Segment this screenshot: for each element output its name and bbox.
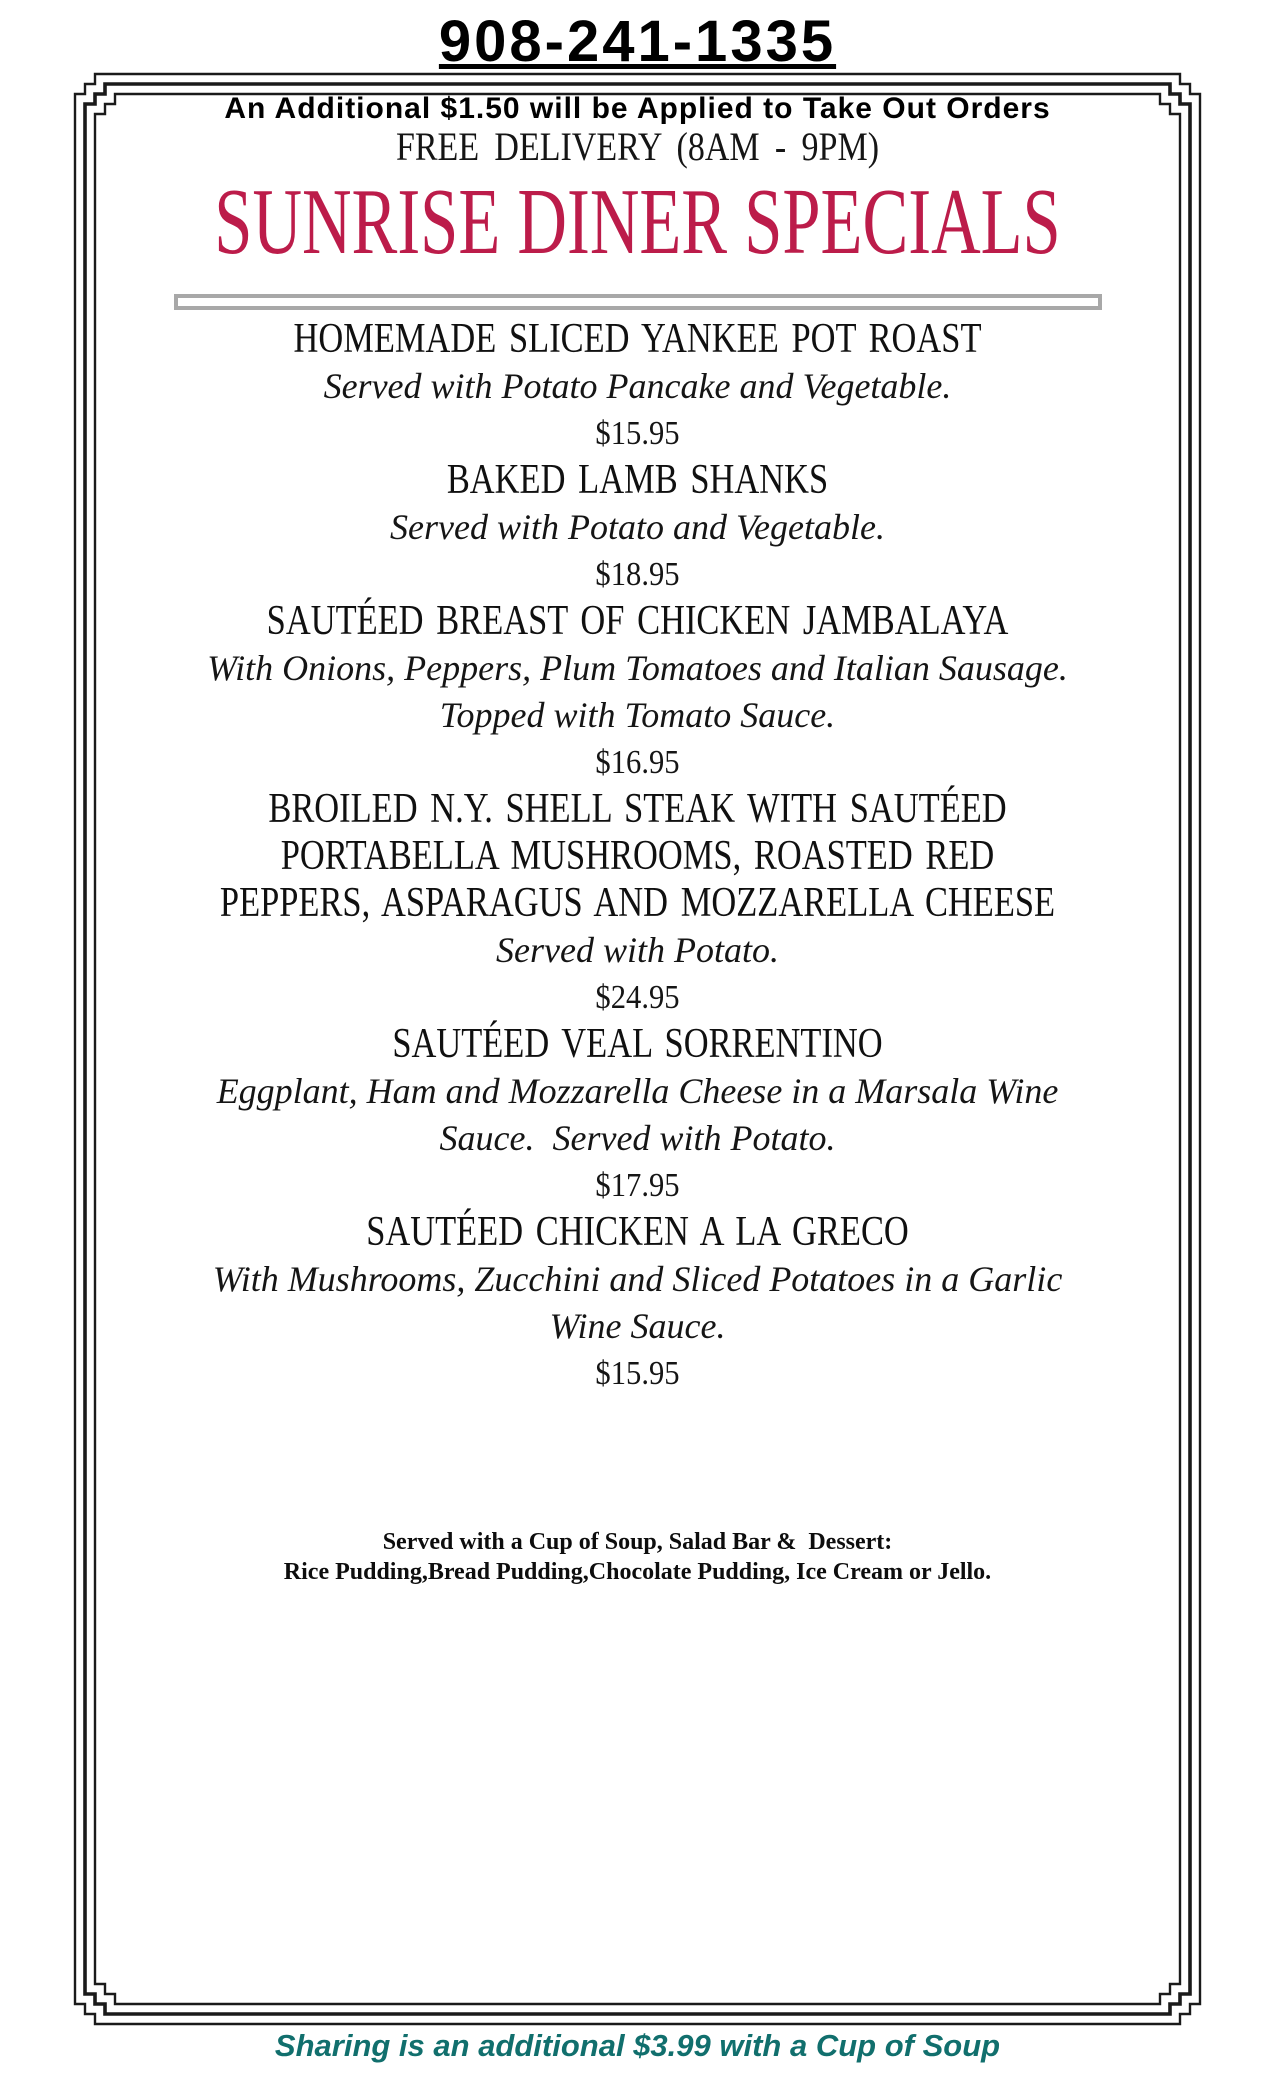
sharing-notice: Sharing is an additional $3.99 with a Cup of Soup xyxy=(274,2028,1001,2063)
included-notice-line2: Rice Pudding,Bread Pudding,Chocolate Pudding, Ice Cream or Jello. xyxy=(283,1559,992,1585)
menu-item xyxy=(0,457,1275,598)
menu-item xyxy=(0,598,1275,786)
item-description-line: Eggplant, Ham and Mozzarella Cheese in a Marsala Wine xyxy=(216,1071,1059,1111)
menu-item xyxy=(0,1209,1275,1397)
item-name-line: BAKED LAMB SHANKS xyxy=(446,457,829,503)
menu-item xyxy=(0,786,1275,1021)
item-description-line: Sauce. Served with Potato. xyxy=(439,1118,836,1158)
item-name-line: PEPPERS, ASPARAGUS AND MOZZARELLA CHEESE xyxy=(219,880,1056,926)
item-description-line: Served with Potato Pancake and Vegetable. xyxy=(323,366,952,406)
included-notice-line1: Served with a Cup of Soup, Salad Bar & Dessert: xyxy=(382,1529,893,1555)
page-title: SUNRISE DINER SPECIALS xyxy=(214,170,1061,274)
item-price: $24.95 xyxy=(595,979,680,1016)
phone-number: 908-241-1335 xyxy=(438,9,837,74)
item-name-line: HOMEMADE SLICED YANKEE POT ROAST xyxy=(293,316,982,362)
item-description-line: Served with Potato and Vegetable. xyxy=(390,507,885,547)
item-name-line: BROILED N.Y. SHELL STEAK WITH SAUTÉED xyxy=(268,786,1007,832)
item-description-line: Topped with Tomato Sauce. xyxy=(439,695,836,735)
specials-list xyxy=(0,316,1275,1397)
item-name-line: SAUTÉED CHICKEN A LA GRECO xyxy=(366,1209,909,1255)
item-price: $15.95 xyxy=(595,415,680,452)
item-description-line: Served with Potato. xyxy=(496,930,779,970)
menu-item xyxy=(0,1021,1275,1209)
menu-item xyxy=(0,316,1275,457)
item-price: $18.95 xyxy=(595,556,680,593)
takeout-notice: An Additional $1.50 will be Applied to Take Out Orders xyxy=(224,92,1051,125)
item-description-line: Wine Sauce. xyxy=(549,1306,726,1346)
item-name-line: SAUTÉED BREAST OF CHICKEN JAMBALAYA xyxy=(266,598,1009,644)
item-description-line: With Onions, Peppers, Plum Tomatoes and Italian Sausage. xyxy=(207,648,1068,688)
item-name-line: PORTABELLA MUSHROOMS, ROASTED RED xyxy=(280,833,995,879)
item-name-line: SAUTÉED VEAL SORRENTINO xyxy=(392,1021,883,1067)
delivery-notice: FREE DELIVERY (8AM - 9PM) xyxy=(395,124,880,169)
divider-bar xyxy=(174,294,1102,310)
item-price: $17.95 xyxy=(595,1167,680,1204)
item-price: $15.95 xyxy=(595,1355,680,1392)
item-price: $16.95 xyxy=(595,744,680,781)
item-description-line: With Mushrooms, Zucchini and Sliced Potatoes in a Garlic xyxy=(212,1259,1063,1299)
